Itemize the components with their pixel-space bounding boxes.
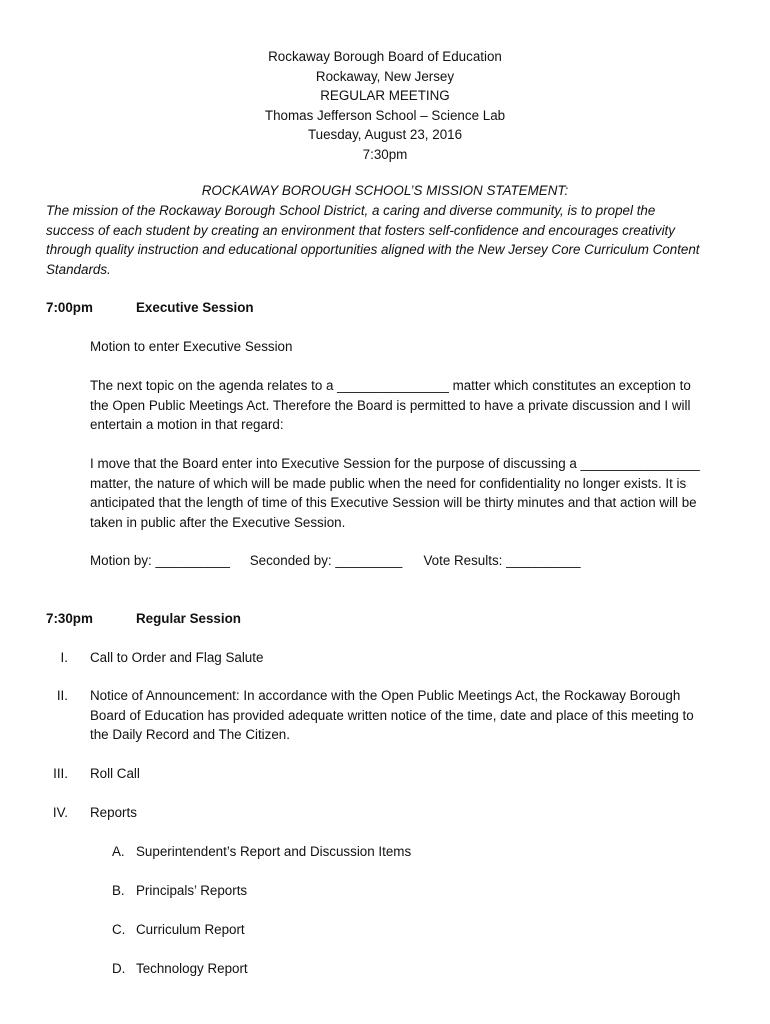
- agenda-item-text: [90, 764, 730, 784]
- document-header: [0, 47, 770, 164]
- header-time: 7:30pm: [362, 146, 408, 162]
- header-meeting-type: REGULAR MEETING: [320, 88, 450, 103]
- mission-line: The mission of the Rockaway Borough School District, a caring and diverse community, is to propel the: [46, 203, 656, 218]
- regular-session-title: Regular Session: [136, 611, 241, 626]
- header-location: Rockaway, New Jersey: [315, 68, 455, 84]
- report-item: [112, 959, 248, 979]
- mission-heading: ROCKAWAY BOROUGH SCHOOL’S MISSION STATEMENT:: [201, 183, 569, 198]
- topic-line: The next topic on the agenda relates to a _______________ matter which constitutes an exception to: [90, 378, 691, 393]
- mission-line: Standards.: [46, 261, 111, 277]
- header-board-name: Rockaway Borough Board of Education: [268, 49, 502, 64]
- report-text: Principals’ Reports: [136, 883, 248, 898]
- vote-results: Vote Results: __________: [423, 553, 581, 568]
- agenda-item-text: [90, 686, 730, 745]
- agenda-item-number: I.: [60, 650, 68, 665]
- agenda-item-text: [90, 803, 730, 823]
- topic-line: the Open Public Meetings Act. Therefore the Board is permitted to have a private discussion and I will: [90, 397, 691, 413]
- agenda-item-text: [90, 648, 730, 668]
- vote-record-line: [90, 551, 581, 571]
- regular-session-time: 7:30pm: [46, 611, 93, 626]
- move-paragraph: [90, 454, 730, 532]
- agenda-item-number: IV.: [52, 805, 68, 820]
- agenda-item-line: Notice of Announcement: In accordance with the Open Public Meetings Act, the Rockaway Borough: [90, 688, 681, 703]
- move-line: I move that the Board enter into Executive Session for the purpose of discussing a ________________: [90, 456, 700, 471]
- report-letter: B.: [112, 883, 125, 898]
- report-text: Superintendent’s Report and Discussion Items: [136, 844, 412, 859]
- move-line: anticipated that the length of time of this Executive Session will be thirty minutes and that action will be: [90, 495, 697, 510]
- move-line: taken in public after the Executive Session.: [90, 514, 346, 530]
- move-line: matter, the nature of which will be made public when the need for confidentiality no longer exists. It is: [90, 475, 687, 491]
- motion-to-enter: [90, 337, 730, 357]
- mission-line: success of each student by creating an environment that fosters self-confidence and encourages creativity: [46, 222, 675, 238]
- report-letter: C.: [112, 922, 126, 937]
- topic-line: entertain a motion in that regard:: [90, 417, 284, 432]
- report-letter: A.: [112, 844, 125, 859]
- seconded-by: Seconded by: _________: [249, 553, 403, 568]
- agenda-item-line: Reports: [90, 805, 137, 820]
- mission-statement: [46, 201, 736, 279]
- report-text: Technology Report: [136, 961, 248, 976]
- agenda-item-number: II.: [56, 688, 68, 703]
- agenda-item-line: Board of Education has provided adequate written notice of the time, date and place of this meeting to: [90, 707, 694, 723]
- mission-line: through quality instruction and educational opportunities aligned with the New Jersey Core Curriculum Content: [46, 242, 700, 257]
- agenda-item-line: the Daily Record and The Citizen.: [90, 727, 290, 742]
- agenda-item-number: III.: [53, 766, 68, 781]
- report-item: [112, 920, 245, 940]
- topic-paragraph: [90, 376, 730, 435]
- executive-session-title: Executive Session: [136, 300, 254, 315]
- motion-by: Motion by: __________: [90, 553, 230, 568]
- report-item: [112, 881, 247, 901]
- report-item: [112, 842, 411, 862]
- header-venue: Thomas Jefferson School – Science Lab: [264, 107, 506, 123]
- agenda-item-line: Call to Order and Flag Salute: [90, 650, 264, 665]
- executive-session-time: 7:00pm: [46, 300, 93, 315]
- agenda-item-line: Roll Call: [90, 766, 140, 781]
- motion-to-enter-text: Motion to enter Executive Session: [90, 339, 293, 354]
- header-date: Tuesday, August 23, 2016: [307, 127, 463, 142]
- report-text: Curriculum Report: [136, 922, 245, 937]
- report-letter: D.: [112, 961, 126, 976]
